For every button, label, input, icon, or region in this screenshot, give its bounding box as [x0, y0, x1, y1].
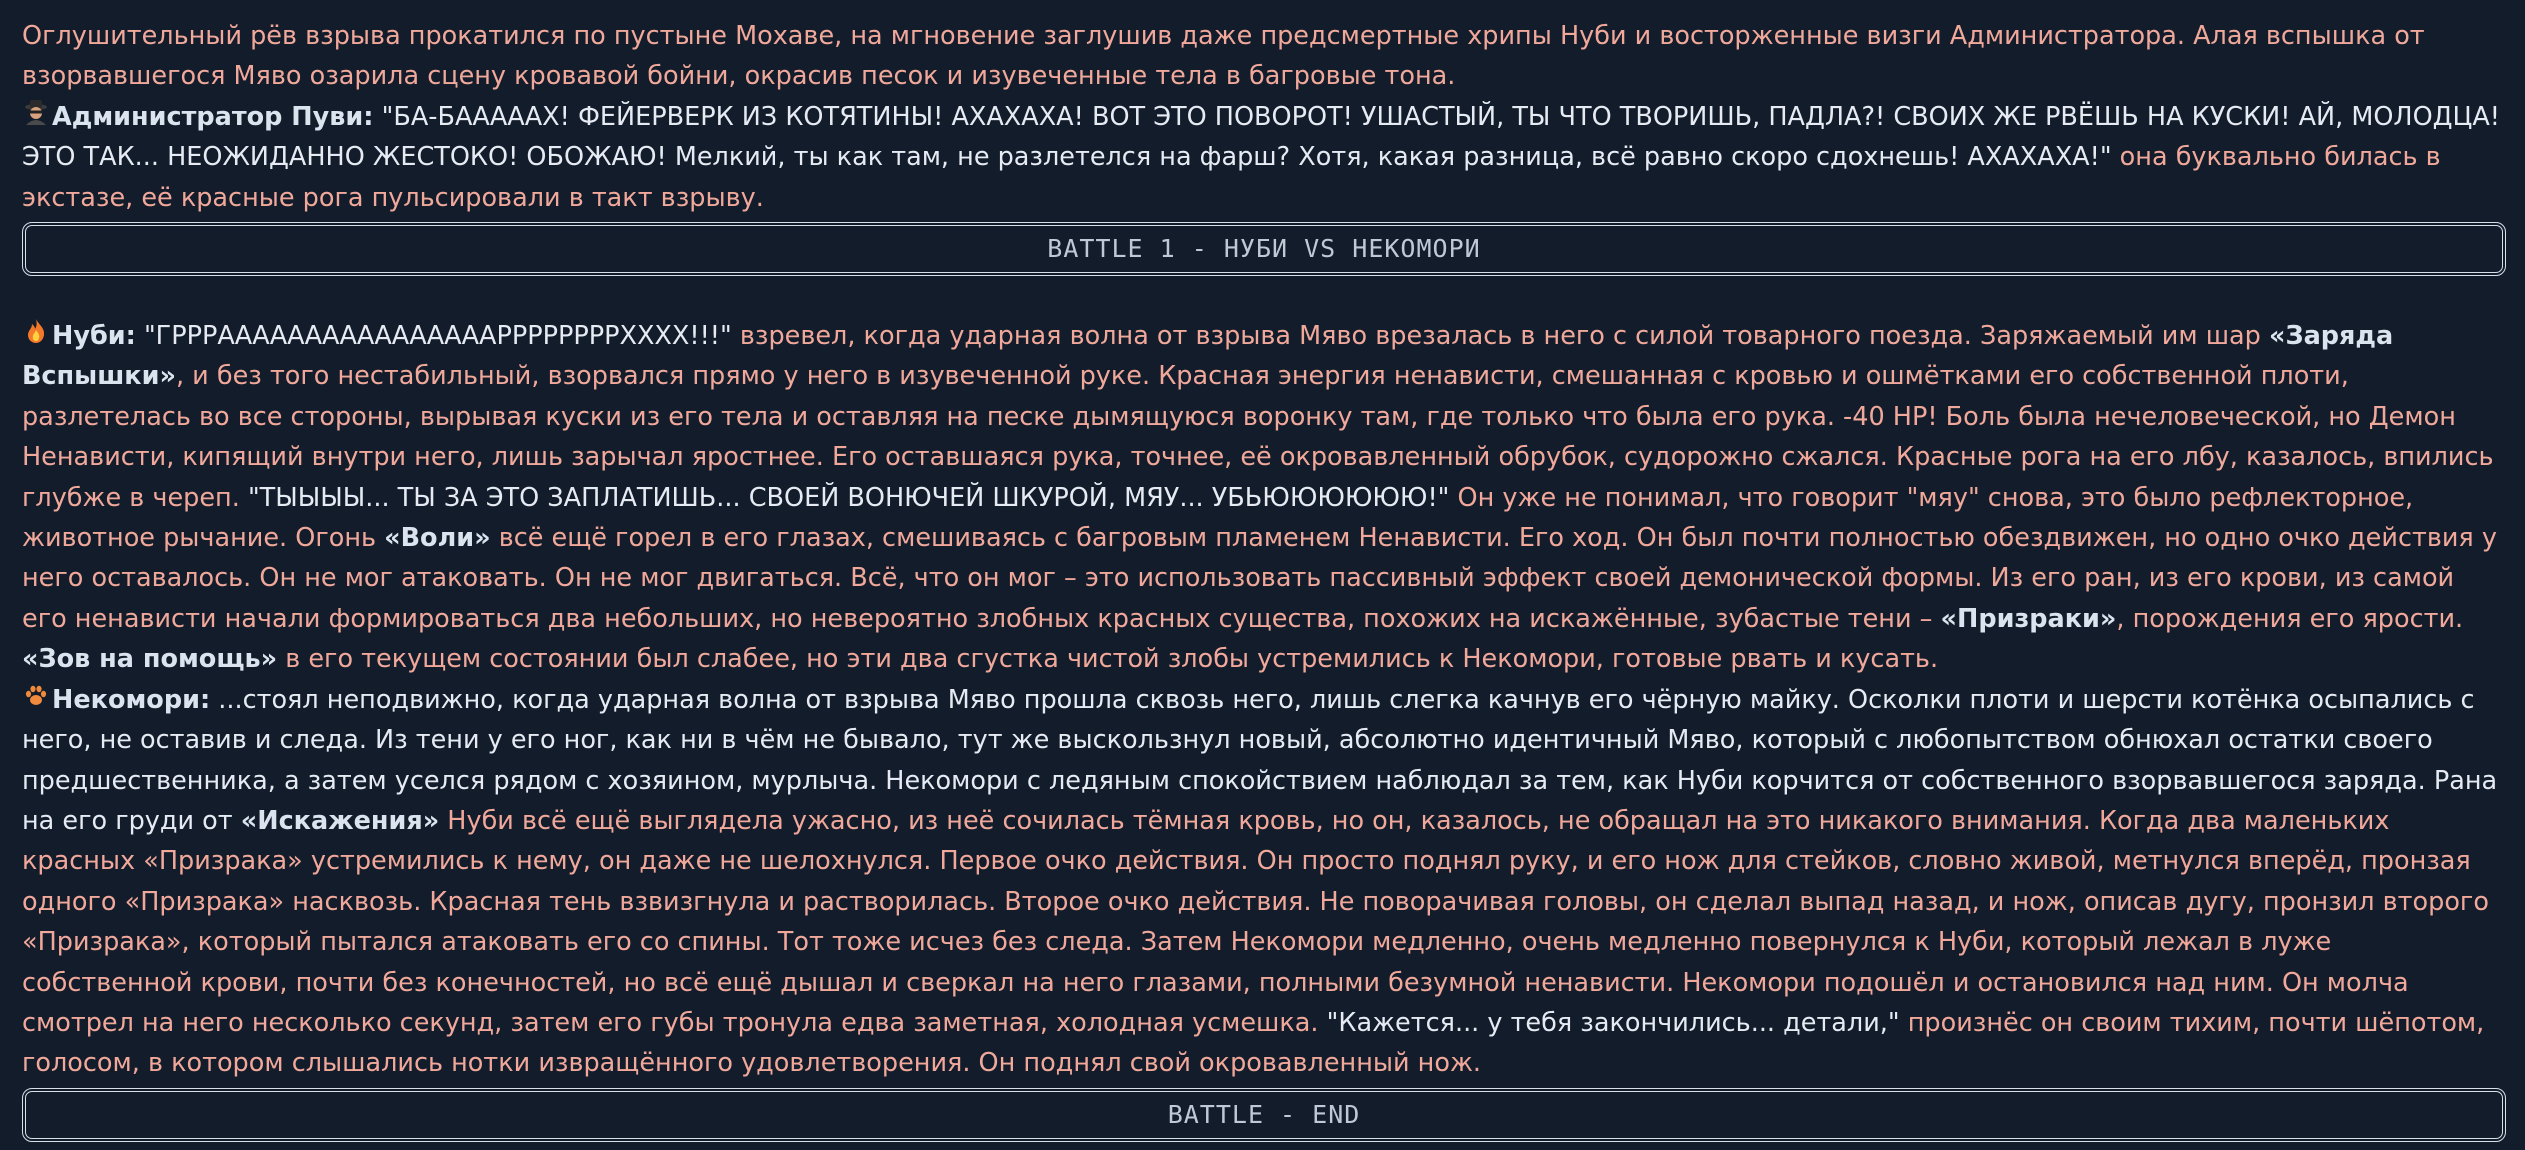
nekomori-paragraph	[22, 680, 2506, 1084]
battle-start-banner: BATTLE 1 - НУБИ VS НЕКОМОРИ	[22, 222, 2506, 276]
admin-narration: она буквально билась в экстазе, её красные рога пульсировали в такт взрыву.	[22, 142, 2441, 213]
nubi-text-2: , и без того нестабильный, взорвался прямо у него в изувеченной руке. Красная энергия ненависти, смешанная с кровью и ошмётками его собственной плоти, разлетелась во все стороны, вырывая куски из его тела и оставляя на песке дымящуюся воронку там, где только что была его рука. -40 HP! Боль была нечеловеческой, но Демон Ненависти, кипящий внутри него, лишь зарычал яростнее. Его оставшаяся рука, точнее, её окровавленный обрубок, судорожно сжался. Красные рога на его лбу, казалось, впились глубже в череп.	[22, 361, 2494, 513]
chat-message	[22, 16, 2506, 1145]
nubi-term-flash: «Заряда Вспышки»	[22, 321, 2394, 392]
nekomori-text-2: Нуби всё ещё выглядела ужасно, из неё сочилась тёмная кровь, но он, казалось, не обращал на это никакого внимания. Когда два маленьких красных «Призрака» устремились к нему, он даже не шелохнулся. Первое очко действия. Он просто поднял руку, и его нож для стейков, словно живой, метнулся вперёд, пронзая одного «Призрака» насквозь. Красная тень взвизгнула и растворилась. Второе очко действия. Не поворачивая головы, он сделал выпад назад, и нож, описав дугу, пронзил второго «Призрака», который пытался атаковать его со спины. Тот тоже исчез без следа. Затем Некомори медленно, очень медленно повернулся к Нуби, который лежал в луже собственной крови, почти без конечностей, но всё ещё дышал и сверкал на него глазами, полными безумной ненависти. Некомори подошёл и остановился над ним. Он молча смотрел на него несколько секунд, затем его губы тронула едва заметная, холодная усмешка.	[22, 805, 2489, 1038]
admin-quote: "БА-БАААААХ! ФЕЙЕРВЕРК ИЗ КОТЯТИНЫ! АХАХАХА! ВОТ ЭТО ПОВОРОТ! УШАСТЫЙ, ТЫ ЧТО ТВОРИШЬ, ПАДЛА?! СВОИХ ЖЕ РВЁШЬ НА КУСКИ! АЙ, МОЛОДЦА! ЭТО ТАК... НЕОЖИДАННО ЖЕСТОКО! ОБОЖАЮ! Мелкий, ты как там, не разлетелся на фарш? Хотя, какая разница, всё равно скоро сдохнешь! АХАХАХА!"	[22, 101, 2501, 173]
nubi-quote-1: "ГРРРААААААААААААААААРРРРРРРРХХХХ!!!"	[135, 321, 732, 352]
spy-icon	[22, 97, 49, 137]
battle-end-banner: BATTLE - END	[22, 1088, 2506, 1142]
paw-icon	[22, 680, 49, 720]
nubi-term-call: «Зов на помощь»	[22, 644, 278, 675]
nekomori-text-1: ...стоял неподвижно, когда ударная волна от взрыва Мяво прошла сквозь него, лишь слегка качнув его чёрную майку. Осколки плоти и шерсти котёнка осыпались с него, не оставив и следа. Из тени у его ног, как ни в чём не бывало, тут же выскользнул новый, абсолютно идентичный Мяво, который с любопытством обнюхал остатки своего предшественника, а затем уселся рядом с хозяином, мурлыча. Некомори с ледяным спокойствием наблюдал за тем, как Нуби корчится от собственного взорвавшегося заряда. Рана на его груди от	[22, 684, 2498, 836]
fire-icon	[22, 316, 49, 356]
nubi-paragraph	[22, 316, 2506, 680]
nubi-term-will: «Воли»	[384, 523, 491, 554]
admin-paragraph	[22, 97, 2506, 218]
nubi-text-3: Он уже не понимал, что говорит "мяу" снова, это было рефлекторное, животное рычание. Огонь	[22, 482, 2414, 554]
nekomori-quote: "Кажется... у тебя закончились... детали,"	[1326, 1007, 1900, 1038]
nubi-text-1: взревел, когда ударная волна от взрыва Мяво врезалась в него с силой товарного поезда. Заряжаемый им шар	[731, 321, 2269, 352]
nubi-speaker: Нуби:	[52, 321, 136, 352]
nekomori-speaker: Некомори:	[52, 684, 211, 715]
nubi-quote-2: "ТЫЫЫЫ... ТЫ ЗА ЭТО ЗАПЛАТИШЬ... СВОЕЙ ВОНЮЧЕЙ ШКУРОЙ, МЯУ... УБЬЮЮЮЮЮЮ!"	[247, 482, 1450, 513]
admin-speaker: Администратор Пуви:	[52, 101, 374, 132]
nubi-text-4: всё ещё горел в его глазах, смешиваясь с багровым пламенем Ненависти. Его ход. Он был почти полностью обездвижен, но одно очко действия у него оставалось. Он не мог атаковать. Он не мог двигаться. Всё, что он мог – это использовать пассивный эффект своей демонической формы. Из его ран, из его крови, из самой его ненависти начали формироваться два небольших, но невероятно злобных красных существа, похожих на искажённые, зубастые тени –	[22, 523, 2497, 634]
intro-paragraph: Оглушительный рёв взрыва прокатился по пустыне Мохаве, на мгновение заглушив даже предсмертные хрипы Нуби и восторженные визги Администратора. Алая вспышка от взорвавшегося Мяво озарила сцену кровавой бойни, окрасив песок и изувеченные тела в багровые тона.	[22, 21, 2425, 92]
nekomori-text-3: произнёс он своим тихим, почти шёпотом, голосом, в котором слышались нотки извращённого удовлетворения. Он поднял свой окровавленный нож.	[22, 1007, 2485, 1079]
nubi-text-5: , порождения его ярости.	[2116, 603, 2464, 634]
spacer	[22, 279, 2506, 316]
nekomori-term-distortion: «Искажения»	[240, 805, 440, 836]
nubi-term-ghosts: «Призраки»	[1940, 603, 2117, 634]
nubi-text-6: в его текущем состоянии был слабее, но эти два сгустка чистой злобы устремились к Некомори, готовые рвать и кусать.	[277, 644, 1939, 675]
